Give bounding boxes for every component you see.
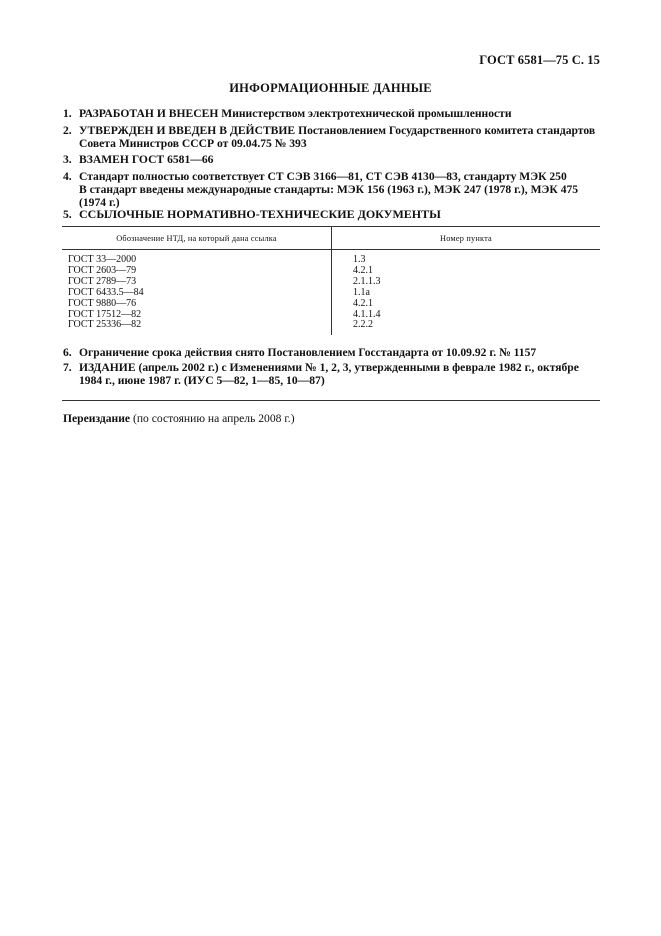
document-cell: ГОСТ 6433.5—84 (62, 288, 332, 299)
item-number: 1. (63, 107, 72, 120)
table-row (62, 310, 600, 321)
info-item-4 (63, 170, 603, 209)
item-lead: РАЗРАБОТАН И ВНЕСЕН (79, 107, 219, 120)
table-header-row (62, 227, 600, 250)
item-text: Министерством электротехнической промышленности (221, 107, 512, 120)
item-text: Постановлением Государственного комитета стандартов Совета Министров СССР от 09.04.75 № 393 (79, 124, 596, 150)
item-text: Ограничение срока действия снято Постановлением Госстандарта от 10.09.92 г. № 1157 (79, 346, 537, 359)
table-row (62, 266, 600, 277)
table-row (62, 299, 600, 310)
section-title: ИНФОРМАЦИОННЫЕ ДАННЫЕ (229, 81, 432, 95)
table-row (62, 320, 600, 335)
info-item-3 (63, 153, 603, 166)
item-number: 2. (63, 124, 72, 137)
table-row (62, 250, 600, 266)
reissue-label: Переиздание (63, 412, 131, 425)
item-text: Стандарт полностью соответствует СТ СЭВ 3166—81, СТ СЭВ 4130—83, стандарту МЭК 250 (79, 170, 567, 183)
clause-cell: 2.1.1.3 (353, 275, 381, 287)
clause-cell: 1.3 (353, 254, 366, 265)
column-header-document: Обозначение НТД, на который дана ссылка (62, 227, 332, 250)
document-cell: ГОСТ 2603—79 (62, 266, 332, 277)
info-item-2 (63, 124, 603, 150)
document-cell: ГОСТ 2789—73 (62, 277, 332, 288)
info-item-7 (63, 361, 603, 387)
clause-cell: 2.2.2 (353, 319, 373, 331)
item-number: 7. (63, 361, 72, 374)
info-item-5 (63, 208, 603, 221)
page-header: ГОСТ 6581—75 С. 15 (479, 53, 600, 67)
item-text-2: В стандарт введены международные стандарты: МЭК 156 (1963 г.), МЭК 247 (1978 г.), МЭК 475 (1974 г.) (79, 183, 579, 209)
item-lead: УТВЕРЖДЕН И ВВЕДЕН В ДЕЙСТВИЕ (79, 124, 296, 137)
reissue-text: (по состоянию на апрель 2008 г.) (132, 412, 295, 425)
document-cell: ГОСТ 33—2000 (62, 250, 332, 266)
item-lead: ССЫЛОЧНЫЕ НОРМАТИВНО-ТЕХНИЧЕСКИЕ ДОКУМЕНТЫ (79, 207, 441, 221)
table-row (62, 288, 600, 299)
column-header-clause: Номер пункта (332, 227, 601, 250)
item-lead: ИЗДАНИЕ (79, 361, 136, 374)
clause-cell: 4.2.1 (353, 264, 373, 276)
info-item-6 (63, 346, 603, 359)
divider-line (62, 400, 600, 401)
document-cell: ГОСТ 9880—76 (62, 299, 332, 310)
document-cell: ГОСТ 17512—82 (62, 310, 332, 321)
clause-cell: 4.1.1.4 (353, 308, 381, 320)
clause-cell: 4.2.1 (353, 297, 373, 309)
document-cell: ГОСТ 25336—82 (62, 320, 332, 335)
item-lead: ВЗАМЕН ГОСТ 6581—66 (79, 153, 214, 166)
reissue-note (63, 412, 295, 425)
item-number: 3. (63, 153, 72, 166)
item-text: (апрель 2002 г.) с Изменениями № 1, 2, 3, утвержденными в феврале 1982 г., октябре 1984 г., июне 1987 г. (ИУС 5—82, 1—85, 10—87) (79, 361, 579, 387)
info-item-1 (63, 107, 603, 120)
item-number: 5. (63, 208, 72, 221)
item-number: 4. (63, 170, 72, 183)
reference-documents-table (62, 226, 600, 335)
clause-cell: 1.1а (353, 286, 370, 298)
item-number: 6. (63, 346, 72, 359)
